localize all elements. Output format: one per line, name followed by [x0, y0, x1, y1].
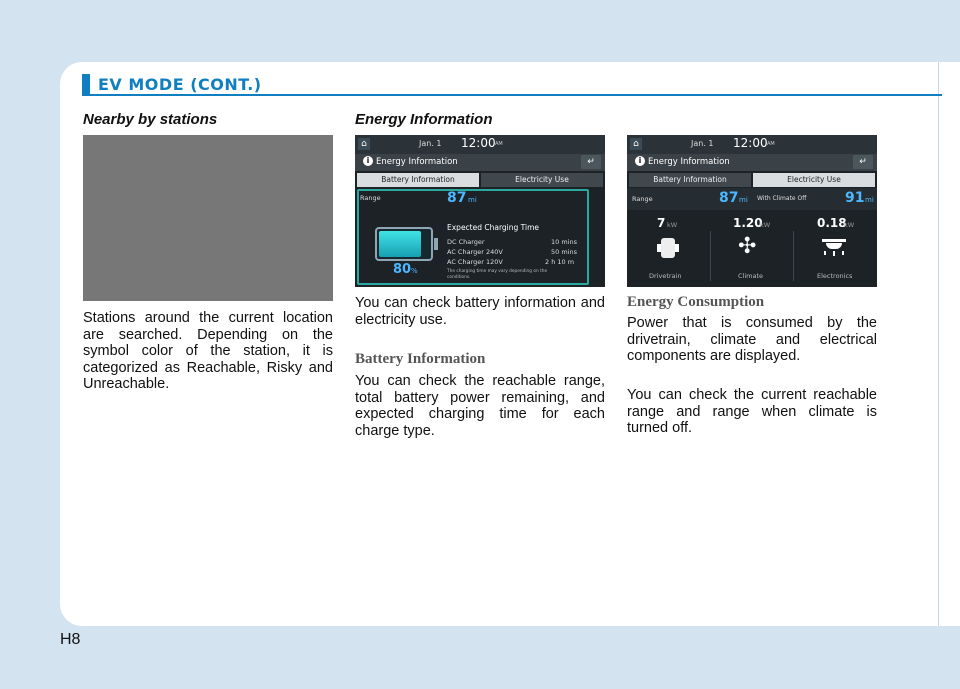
- section-title: EV MODE (CONT.): [98, 75, 262, 94]
- tab-electricity-use[interactable]: Electricity Use: [753, 173, 875, 187]
- screen-time: 12:00: [461, 136, 496, 150]
- range-unit: mi: [739, 196, 748, 204]
- divider: [710, 231, 711, 281]
- energy-information-title: Energy Information: [355, 111, 493, 128]
- range-row: [627, 188, 877, 210]
- screen-date: Jan. 1: [691, 139, 714, 148]
- range-value: 87: [447, 190, 467, 206]
- drivetrain-label: Drivetrain: [649, 272, 682, 280]
- screen-ampm: AM: [767, 141, 775, 147]
- electronics-icon: [822, 239, 846, 257]
- back-icon[interactable]: ↵: [581, 155, 601, 169]
- electronics-unit: kW: [844, 221, 855, 229]
- tab-battery-information[interactable]: Battery Information: [629, 173, 751, 187]
- screen-ampm: AM: [495, 141, 503, 147]
- range-unit: mi: [468, 196, 477, 204]
- battery-percent: 80: [393, 262, 412, 277]
- climate-off-label: With Climate Off: [757, 195, 807, 202]
- drivetrain-value: 7: [657, 216, 666, 230]
- battery-information-text: You can check the reachable range, total battery power remaining, and expected charging time for each charge type.: [355, 373, 605, 439]
- charger-row-label: AC Charger 120V: [447, 258, 503, 266]
- battery-icon: [375, 227, 433, 261]
- charger-row-value: 50 mins: [551, 248, 577, 256]
- electricity-use-screen: [627, 135, 877, 287]
- tab-electricity-use[interactable]: Electricity Use: [481, 173, 603, 187]
- info-icon: i: [363, 156, 373, 166]
- nearby-stations-title: Nearby by stations: [83, 111, 218, 128]
- climate-off-unit: mi: [865, 196, 874, 204]
- drivetrain-unit: kW: [667, 221, 678, 229]
- climate-value: 1.20: [733, 216, 763, 230]
- energy-consumption-text: Power that is consumed by the drivetrain, climate and electrical components are displayed.: [627, 315, 877, 364]
- reachable-range-text: You can check the current reachable range and range when climate is turned off.: [627, 387, 877, 436]
- back-icon[interactable]: ↵: [853, 155, 873, 169]
- drivetrain-icon: [657, 238, 679, 258]
- nearby-stations-image: [83, 135, 333, 301]
- charger-row-label: AC Charger 240V: [447, 248, 503, 256]
- divider: [793, 231, 794, 281]
- fan-icon: ✣: [738, 234, 757, 259]
- home-icon[interactable]: ⌂: [358, 138, 370, 150]
- tab-battery-information[interactable]: Battery Information: [357, 173, 479, 187]
- screen-date: Jan. 1: [419, 139, 442, 148]
- screen-time: 12:00: [733, 136, 768, 150]
- header-accent: [82, 74, 90, 94]
- range-value: 87: [719, 190, 739, 206]
- home-icon[interactable]: ⌂: [630, 138, 642, 150]
- header-rule: [82, 94, 942, 96]
- range-label: Range: [632, 195, 653, 203]
- charger-row-value: 2 h 10 m: [545, 258, 575, 266]
- right-divider: [938, 62, 939, 626]
- section-header: [82, 74, 942, 96]
- energy-information-intro: You can check battery information and electricity use.: [355, 295, 605, 328]
- screen-title: Energy Information: [376, 157, 458, 167]
- expected-charging-title: Expected Charging Time: [447, 223, 540, 232]
- battery-terminal: [434, 238, 438, 250]
- climate-unit: kW: [760, 221, 771, 229]
- battery-information-screen: [355, 135, 605, 287]
- battery-information-subtitle: Battery Information: [355, 351, 486, 367]
- electronics-label: Electronics: [817, 272, 853, 280]
- energy-consumption-subtitle: Energy Consumption: [627, 294, 765, 310]
- page-number: H8: [60, 631, 81, 648]
- nearby-stations-text: Stations around the current location are searched. Depending on the symbol color of the station, it is categorized as Reachable, Risky and Unreachable.: [83, 310, 333, 392]
- info-icon: i: [635, 156, 645, 166]
- climate-off-value: 91: [845, 190, 865, 206]
- battery-percent-sign: %: [411, 267, 418, 275]
- screen-title: Energy Information: [648, 157, 730, 167]
- electronics-value: 0.18: [817, 216, 847, 230]
- charger-row-value: 10 mins: [551, 238, 577, 246]
- range-label: Range: [360, 194, 381, 202]
- climate-label: Climate: [738, 272, 764, 280]
- charger-row-label: DC Charger: [447, 238, 485, 246]
- charging-note: The charging time may vary depending on the conditions.: [447, 269, 548, 280]
